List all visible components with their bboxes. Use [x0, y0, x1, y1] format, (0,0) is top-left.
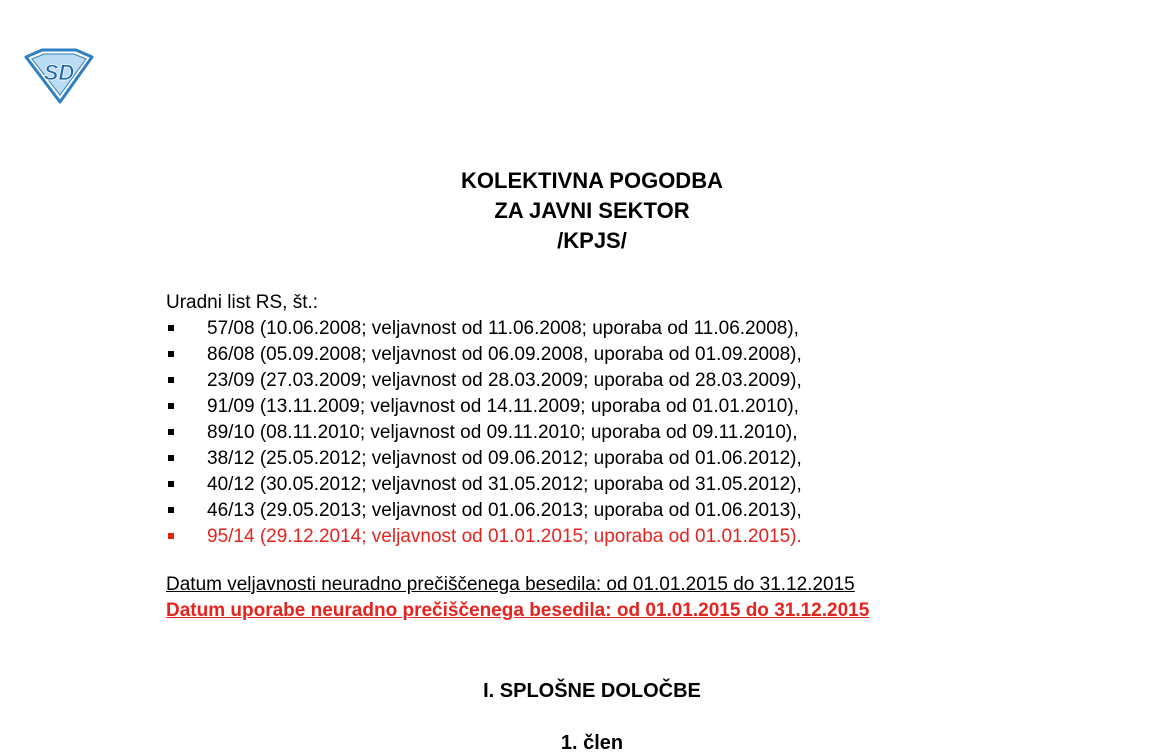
gazette-entry-text: 95/14 (29.12.2014; veljavnost od 01.01.2015; uporaba od 01.01.2015).: [207, 526, 802, 547]
document-title: [0, 166, 1157, 256]
square-bullet-icon: [168, 351, 174, 357]
gazette-entry: [166, 446, 802, 472]
gazette-entry-text: 23/09 (27.03.2009; veljavnost od 28.03.2009; uporaba od 28.03.2009),: [207, 370, 802, 391]
gazette-entry-text: 46/13 (29.05.2013; veljavnost od 01.06.2013; uporaba od 01.06.2013),: [207, 500, 802, 521]
square-bullet-icon: [168, 377, 174, 383]
use-date-text: Datum uporabe neuradno prečiščenega besedila: od 01.01.2015 do 31.12.2015: [166, 600, 870, 621]
gazette-entry: [166, 368, 802, 394]
svg-text:SD: SD: [43, 60, 75, 85]
square-bullet-icon: [168, 403, 174, 409]
gazette-entry-text: 89/10 (08.11.2010; veljavnost od 09.11.2010; uporaba od 09.11.2010),: [207, 422, 798, 443]
title-line-2: ZA JAVNI SEKTOR: [494, 198, 690, 223]
gazette-list: [166, 316, 802, 550]
validity-dates: [166, 572, 869, 624]
gazette-references: [166, 290, 802, 550]
title-line-1: KOLEKTIVNA POGODBA: [461, 168, 723, 193]
square-bullet-icon: [168, 455, 174, 461]
gazette-entry: [166, 316, 802, 342]
gazette-entry-latest: [166, 524, 802, 550]
article-heading: 1. člen: [560, 732, 624, 754]
gazette-entry: [166, 342, 802, 368]
square-bullet-icon: [168, 533, 174, 539]
title-line-3: /KPJS/: [557, 228, 627, 253]
gazette-entry: [166, 394, 802, 420]
gazette-entry-text: 40/12 (30.05.2012; veljavnost od 31.05.2012; uporaba od 31.05.2012),: [207, 474, 802, 495]
gazette-entry-text: 57/08 (10.06.2008; veljavnost od 11.06.2008; uporaba od 11.06.2008),: [207, 318, 799, 339]
square-bullet-icon: [168, 507, 174, 513]
section-heading: I. SPLOŠNE DOLOČBE: [483, 680, 701, 702]
gazette-entry-text: 38/12 (25.05.2012; veljavnost od 09.06.2012; uporaba od 01.06.2012),: [207, 448, 802, 469]
gazette-entry: [166, 498, 802, 524]
square-bullet-icon: [168, 481, 174, 487]
square-bullet-icon: [168, 429, 174, 435]
gazette-entry-text: 91/09 (13.11.2009; veljavnost od 14.11.2009; uporaba od 01.01.2010),: [207, 396, 799, 417]
validity-date-text: Datum veljavnosti neuradno prečiščenega besedila: od 01.01.2015 do 31.12.2015: [166, 574, 855, 595]
gazette-label: Uradni list RS, št.:: [166, 292, 319, 313]
sd-shield-logo-icon: [22, 47, 96, 105]
square-bullet-icon: [168, 325, 174, 331]
gazette-entry: [166, 420, 802, 446]
gazette-entry: [166, 472, 802, 498]
gazette-entry-text: 86/08 (05.09.2008; veljavnost od 06.09.2008, uporaba od 01.09.2008),: [207, 344, 802, 365]
